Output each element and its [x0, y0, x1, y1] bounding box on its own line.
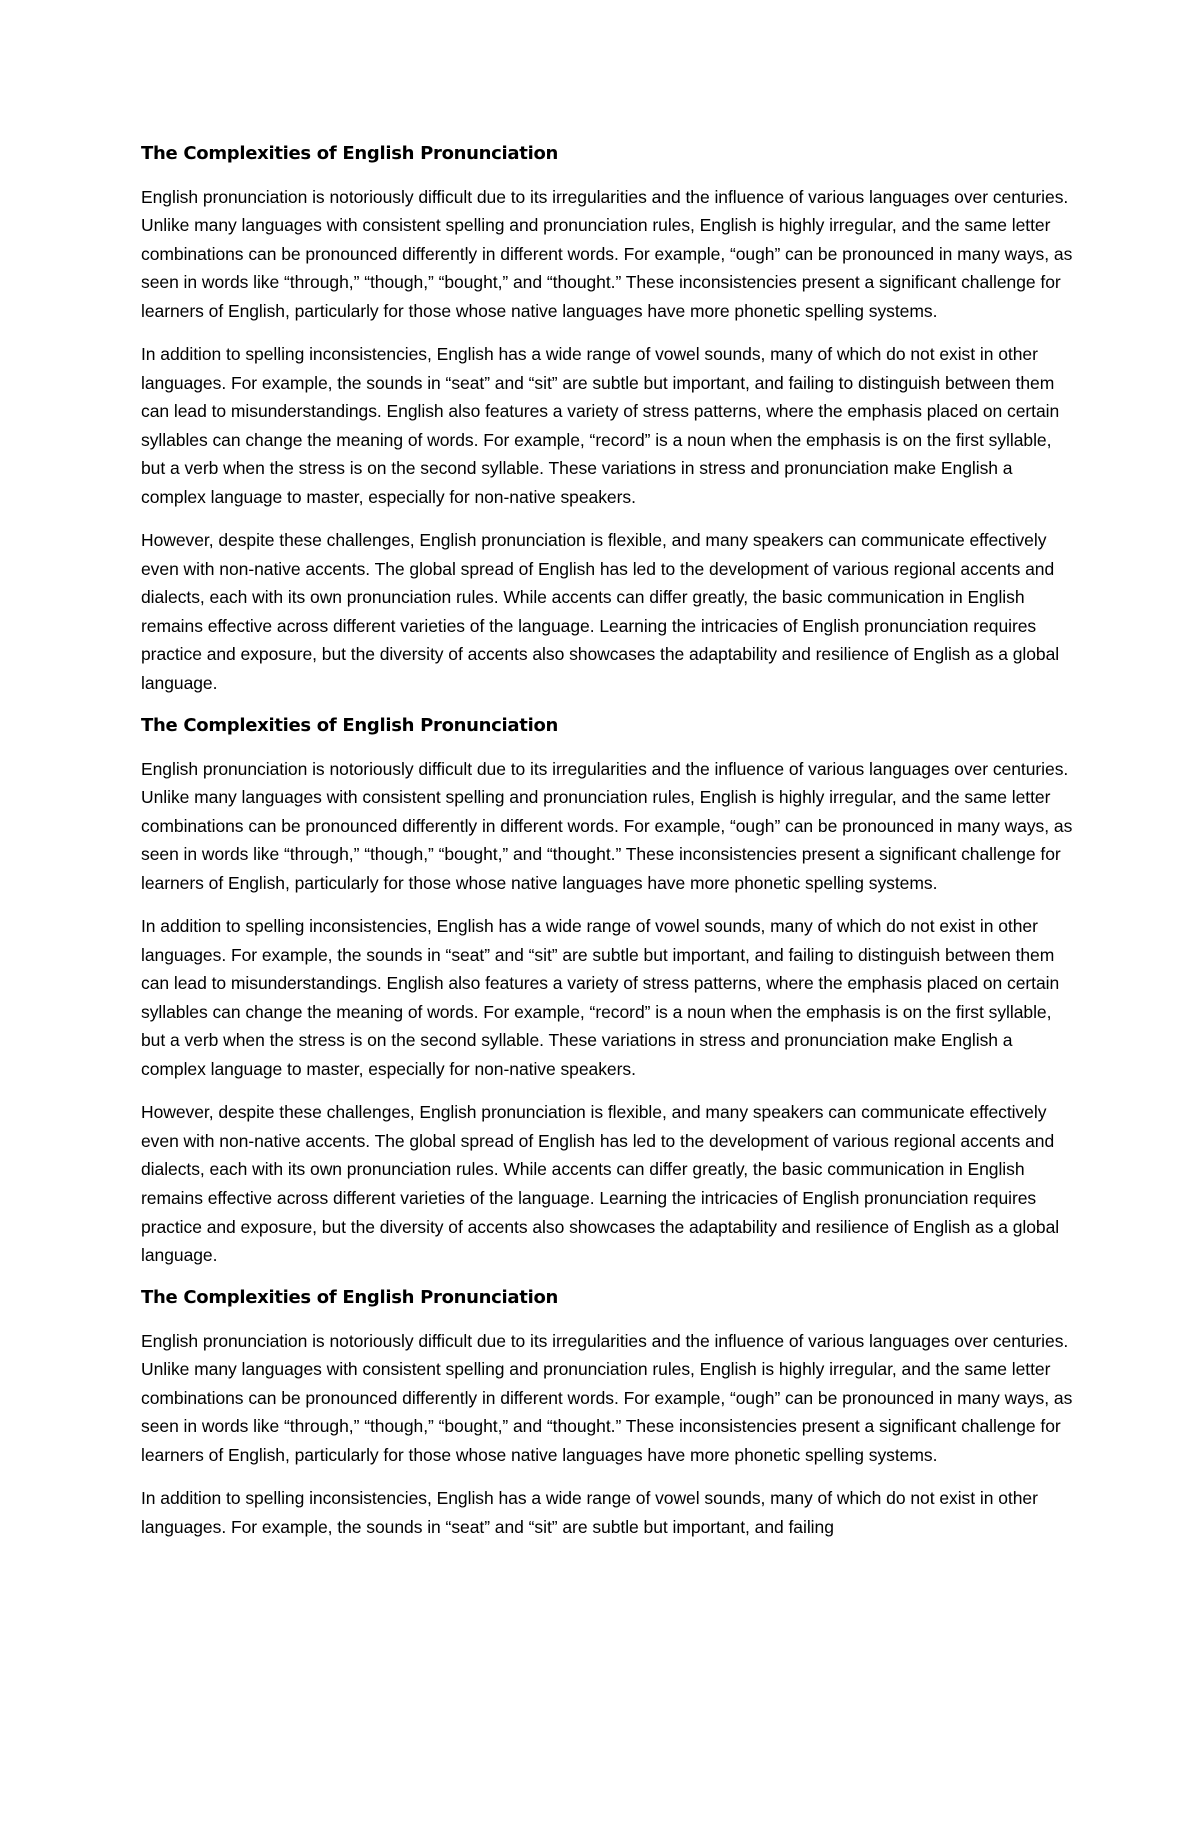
section-title: The Complexities of English Pronunciation	[141, 1287, 559, 1309]
paragraph: English pronunciation is notoriously difficult due to its irregularities and the influence of various languages over centuries. Unlike many languages with consistent spelling and pronunciation rules, English is highly irregular, and the same letter combinations can be pronounced differently in different words. For example, “ough” can be pronounced in many ways, as seen in words like “through,” “though,” “bought,” and “thought.” These inconsistencies present a significant challenge for learners of English, particularly for those whose native languages have more phonetic spelling systems.	[141, 758, 1073, 893]
paragraph: In addition to spelling inconsistencies, English has a wide range of vowel sounds, many of which do not exist in other languages. For example, the sounds in “seat” and “sit” are subtle but important, and failing	[141, 1488, 1038, 1537]
section-title: The Complexities of English Pronunciation	[141, 143, 559, 164]
paragraph: In addition to spelling inconsistencies, English has a wide range of vowel sounds, many of which do not exist in other languages. For example, the sounds in “seat” and “sit” are subtle but important, and failing to distinguish between them can lead to misunderstandings. English also features a variety of stress patterns, where the emphasis placed on certain syllables can change the meaning of words. For example, “record” is a noun when the emphasis is on the first syllable, but a verb when the stress is on the second syllable. These variations in stress and pronunciation make English a complex language to master, especially for non-native speakers.	[141, 916, 1060, 1080]
section-3	[141, 1284, 1076, 1541]
section-2	[141, 712, 1076, 1270]
paragraph: English pronunciation is notoriously difficult due to its irregularities and the influence of various languages over centuries. Unlike many languages with consistent spelling and pronunciation rules, English is highly irregular, and the same letter combinations can be pronounced differently in different words. For example, “ough” can be pronounced in many ways, as seen in words like “through,” “though,” “bought,” and “thought.” These inconsistencies present a significant challenge for learners of English, particularly for those whose native languages have more phonetic spelling systems.	[141, 186, 1073, 321]
document-page	[141, 140, 1076, 1800]
section-1	[141, 140, 1076, 698]
paragraph: However, despite these challenges, English pronunciation is flexible, and many speakers can communicate effectively even with non-native accents. The global spread of English has led to the development of various regional accents and dialects, each with its own pronunciation rules. While accents can differ greatly, the basic communication in English remains effective across different varieties of the language. Learning the intricacies of English pronunciation requires practice and exposure, but the diversity of accents also showcases the adaptability and resilience of English as a global language.	[141, 1102, 1060, 1266]
paragraph: English pronunciation is notoriously difficult due to its irregularities and the influence of various languages over centuries. Unlike many languages with consistent spelling and pronunciation rules, English is highly irregular, and the same letter combinations can be pronounced differently in different words. For example, “ough” can be pronounced in many ways, as seen in words like “through,” “though,” “bought,” and “thought.” These inconsistencies present a significant challenge for learners of English, particularly for those whose native languages have more phonetic spelling systems.	[141, 1330, 1073, 1466]
paragraph: In addition to spelling inconsistencies, English has a wide range of vowel sounds, many of which do not exist in other languages. For example, the sounds in “seat” and “sit” are subtle but important, and failing to distinguish between them can lead to misunderstandings. English also features a variety of stress patterns, where the emphasis placed on certain syllables can change the meaning of words. For example, “record” is a noun when the emphasis is on the first syllable, but a verb when the stress is on the second syllable. These variations in stress and pronunciation make English a complex language to master, especially for non-native speakers.	[141, 343, 1060, 507]
paragraph: However, despite these challenges, English pronunciation is flexible, and many speakers can communicate effectively even with non-native accents. The global spread of English has led to the development of various regional accents and dialects, each with its own pronunciation rules. While accents can differ greatly, the basic communication in English remains effective across different varieties of the language. Learning the intricacies of English pronunciation requires practice and exposure, but the diversity of accents also showcases the adaptability and resilience of English as a global language.	[141, 530, 1060, 693]
section-title: The Complexities of English Pronunciation	[141, 715, 559, 737]
